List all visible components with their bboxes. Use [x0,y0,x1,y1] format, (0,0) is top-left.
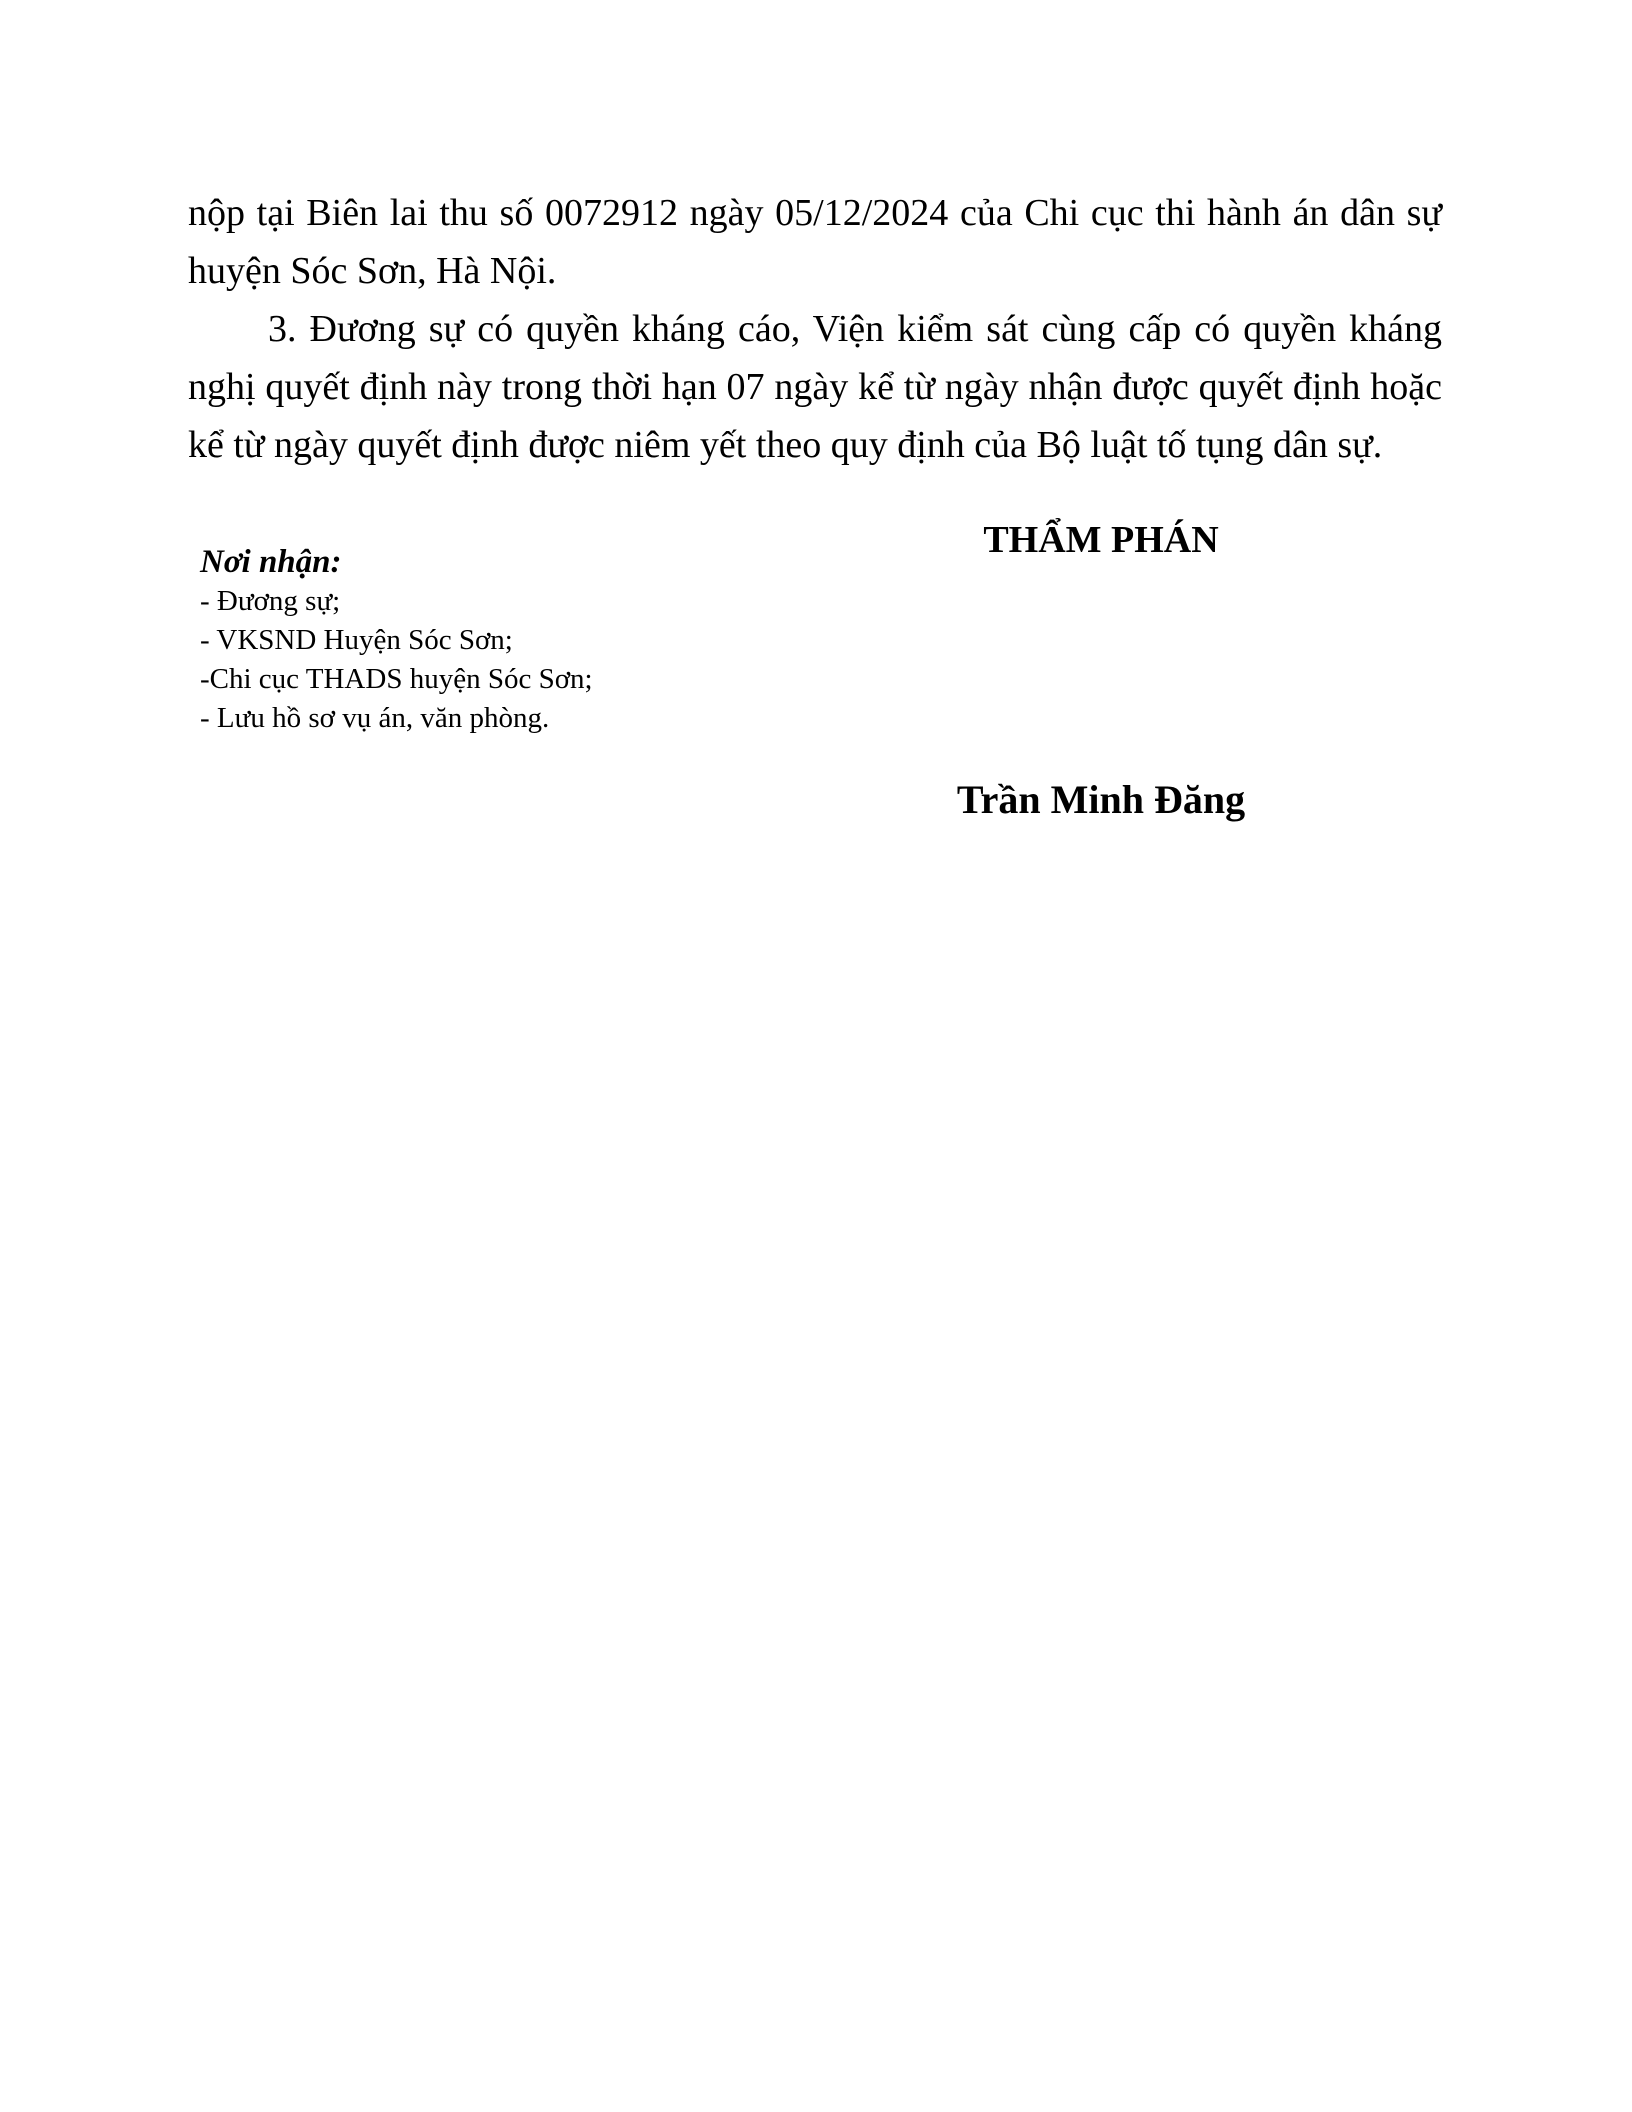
recipient-item: -Chi cục THADS huyện Sóc Sơn; [200,663,593,695]
paragraph-2-line-2: nghị quyết định này trong thời hạn 07 ngày kể từ ngày nhận được quyết định hoặc [188,366,1442,408]
judge-name: Trần Minh Đăng [956,777,1246,822]
recipient-item: - VKSND Huyện Sóc Sơn; [200,624,513,656]
paragraph-1-line-1: nộp tại Biên lai thu số 0072912 ngày 05/12/2024 của Chi cục thi hành án dân sự [188,192,1442,234]
recipients-block [200,542,593,738]
paragraph-2-line-3: kể từ ngày quyết định được niêm yết theo quy định của Bộ luật tố tụng dân sự. [188,424,1383,466]
paragraph-1-line-2: huyện Sóc Sơn, Hà Nội. [188,250,557,292]
recipient-item: - Đương sự; [200,585,341,617]
judge-title: THẨM PHÁN [983,519,1219,561]
recipient-item: - Lưu hồ sơ vụ án, văn phòng. [200,702,550,734]
signature-block [881,515,1321,823]
document-body [188,184,1442,474]
paragraph-2-line-1: 3. Đương sự có quyền kháng cáo, Viện kiểm sát cùng cấp có quyền kháng [268,308,1442,350]
recipients-label: Nơi nhận: [200,544,342,580]
